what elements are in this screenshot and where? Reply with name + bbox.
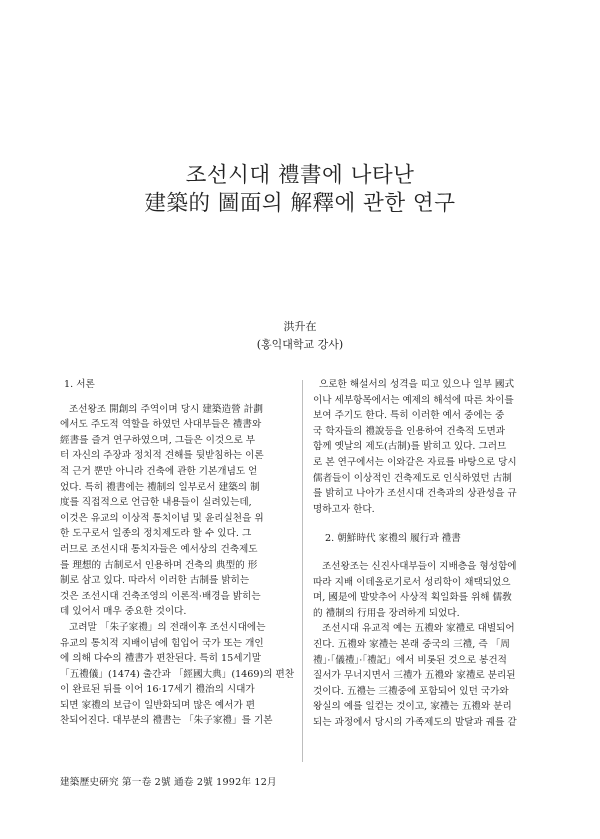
- text-line: 러므로 조선시대 통치자들은 예서상의 건축제도: [60, 543, 258, 555]
- text-line: 되는 과정에서 당시의 가족제도의 발달과 궤를 같: [313, 716, 517, 728]
- text-line: 에 의해 다수의 禮書가 편찬된다. 특히 15세기말: [60, 653, 262, 665]
- right-column: [313, 377, 559, 730]
- text-line: 국 학자들의 禮說등을 인용하여 건축적 도면과: [313, 425, 505, 437]
- paper-title-line-2: 建築的 圖面의 解釋에 관한 연구: [144, 191, 456, 216]
- text-line: 한 도구로서 일종의 정치제도라 할 수 있다. 그: [60, 528, 252, 540]
- author-affiliation: (홍익대학교 강사): [256, 338, 344, 351]
- text-line: 며, 國是에 발맞추어 사상적 획일화를 위해 儒敎: [313, 592, 512, 604]
- section-heading-introduction: 1. 서론: [64, 379, 95, 390]
- text-line: 로 본 연구에서는 이와같은 자료를 바탕으로 당시: [313, 456, 517, 468]
- text-line: 함께 옛날의 제도(古制)를 밝히고 있다. 그러므: [313, 441, 507, 453]
- journal-footer: 建築歷史硏究 第一卷 2號 通卷 2號 1992年 12月: [60, 777, 277, 788]
- text-line: 禮」·「儀禮」·「禮記」에서 비롯된 것으로 봉건적: [313, 654, 507, 666]
- text-line: 진다. 五禮와 家禮는 본래 중국의 三禮, 즉 「周: [313, 638, 510, 650]
- text-line: 적 근거 뿐만 아니라 건축에 관한 기본개념도 얻: [60, 465, 258, 477]
- text-line: 으로한 해설서의 성격을 띠고 있으나 일부 國式: [319, 379, 515, 390]
- text-line: 명하고자 한다.: [313, 503, 375, 515]
- text-line: 經書를 즐겨 연구하였으며, 그들은 이것으로 부: [60, 434, 256, 446]
- text-line: 조선시대 유교적 예는 五禮와 家禮로 대별되어: [322, 623, 515, 635]
- text-line: 이것은 유교의 이상적 통치이념 및 윤리실천을 위: [60, 512, 264, 524]
- text-line: 조선왕조는 신진사대부들이 지배층을 형성함에: [322, 560, 517, 572]
- text-line: 따라 지배 이데올로기로서 성리학이 채택되었으: [313, 576, 511, 588]
- text-line: 이 완료된 뒤를 이어 16·17세기 禮治의 시대가: [60, 684, 255, 696]
- paper-title-line-1: 조선시대 禮書에 나타난: [185, 163, 415, 188]
- text-line: 것은 조선시대 건축조영의 이론적·배경을 밝히는: [60, 590, 261, 602]
- author-name: 洪升在: [283, 320, 317, 333]
- text-line: 찬되어진다. 대부분의 禮書는 「朱子家禮」를 기본: [60, 715, 273, 727]
- column-divider: [302, 380, 303, 762]
- text-line: 유교의 통치적 지배이념에 힘입어 국가 또는 개인: [60, 637, 264, 649]
- text-line: 制로 삼고 있다. 따라서 이러한 古制를 밝히는: [60, 575, 250, 587]
- text-line: 조선왕조 開創의 주역이며 당시 建築造營 計劃: [69, 403, 263, 415]
- text-line: 的 禮制의 行用을 장려하게 되었다.: [313, 607, 460, 619]
- text-line: 왕실의 예를 일컫는 것이고, 家禮는 五禮와 분리: [313, 701, 512, 713]
- text-line: 이나 세부항목에서는 예제의 해석에 따른 차이를: [313, 394, 514, 406]
- text-line: 것이다. 五禮는 三禮중에 포함되어 있던 국가와: [313, 685, 509, 697]
- text-line: 에서도 주도적 역할을 하였던 사대부들은 禮書와: [60, 419, 262, 431]
- text-line: 보여 주기도 한다. 특히 이러한 예서 중에는 중: [313, 410, 505, 422]
- text-line: 질서가 무너지면서 三禮가 五禮와 家禮로 분리된: [313, 670, 516, 682]
- text-line: 터 자신의 주장과 정치적 견해를 뒷받침하는 이론: [60, 450, 264, 462]
- text-line: 를 밝히고 나아가 조선시대 건축과의 상관성을 규: [313, 488, 517, 500]
- left-column: [60, 377, 305, 729]
- text-line: 고려말 「朱子家禮」의 전래이후 조선시대에는: [69, 621, 266, 633]
- text-line: 를 理想的 古制로서 인용하며 건축의 典型的 形: [60, 559, 258, 571]
- section-heading-2: 2. 朝鮮時代 家禮의 履行과 禮書: [325, 533, 461, 545]
- text-line: 데 있어서 매우 중요한 것이다.: [60, 606, 187, 618]
- text-line: 儒者들이 이상적인 건축제도로 인식하였던 古制: [313, 472, 512, 484]
- text-line: 「五禮儀」(1474) 출간과 「經國大典」(1469)의 편찬: [60, 668, 295, 680]
- text-line: 었다. 특히 禮書에는 禮制의 일부로서 建築의 制: [60, 481, 260, 493]
- text-line: 되면 家禮의 보급이 일반화되며 많은 예서가 편: [60, 699, 256, 711]
- text-line: 度를 직접적으로 언급한 내용들이 실려있는데,: [60, 497, 252, 509]
